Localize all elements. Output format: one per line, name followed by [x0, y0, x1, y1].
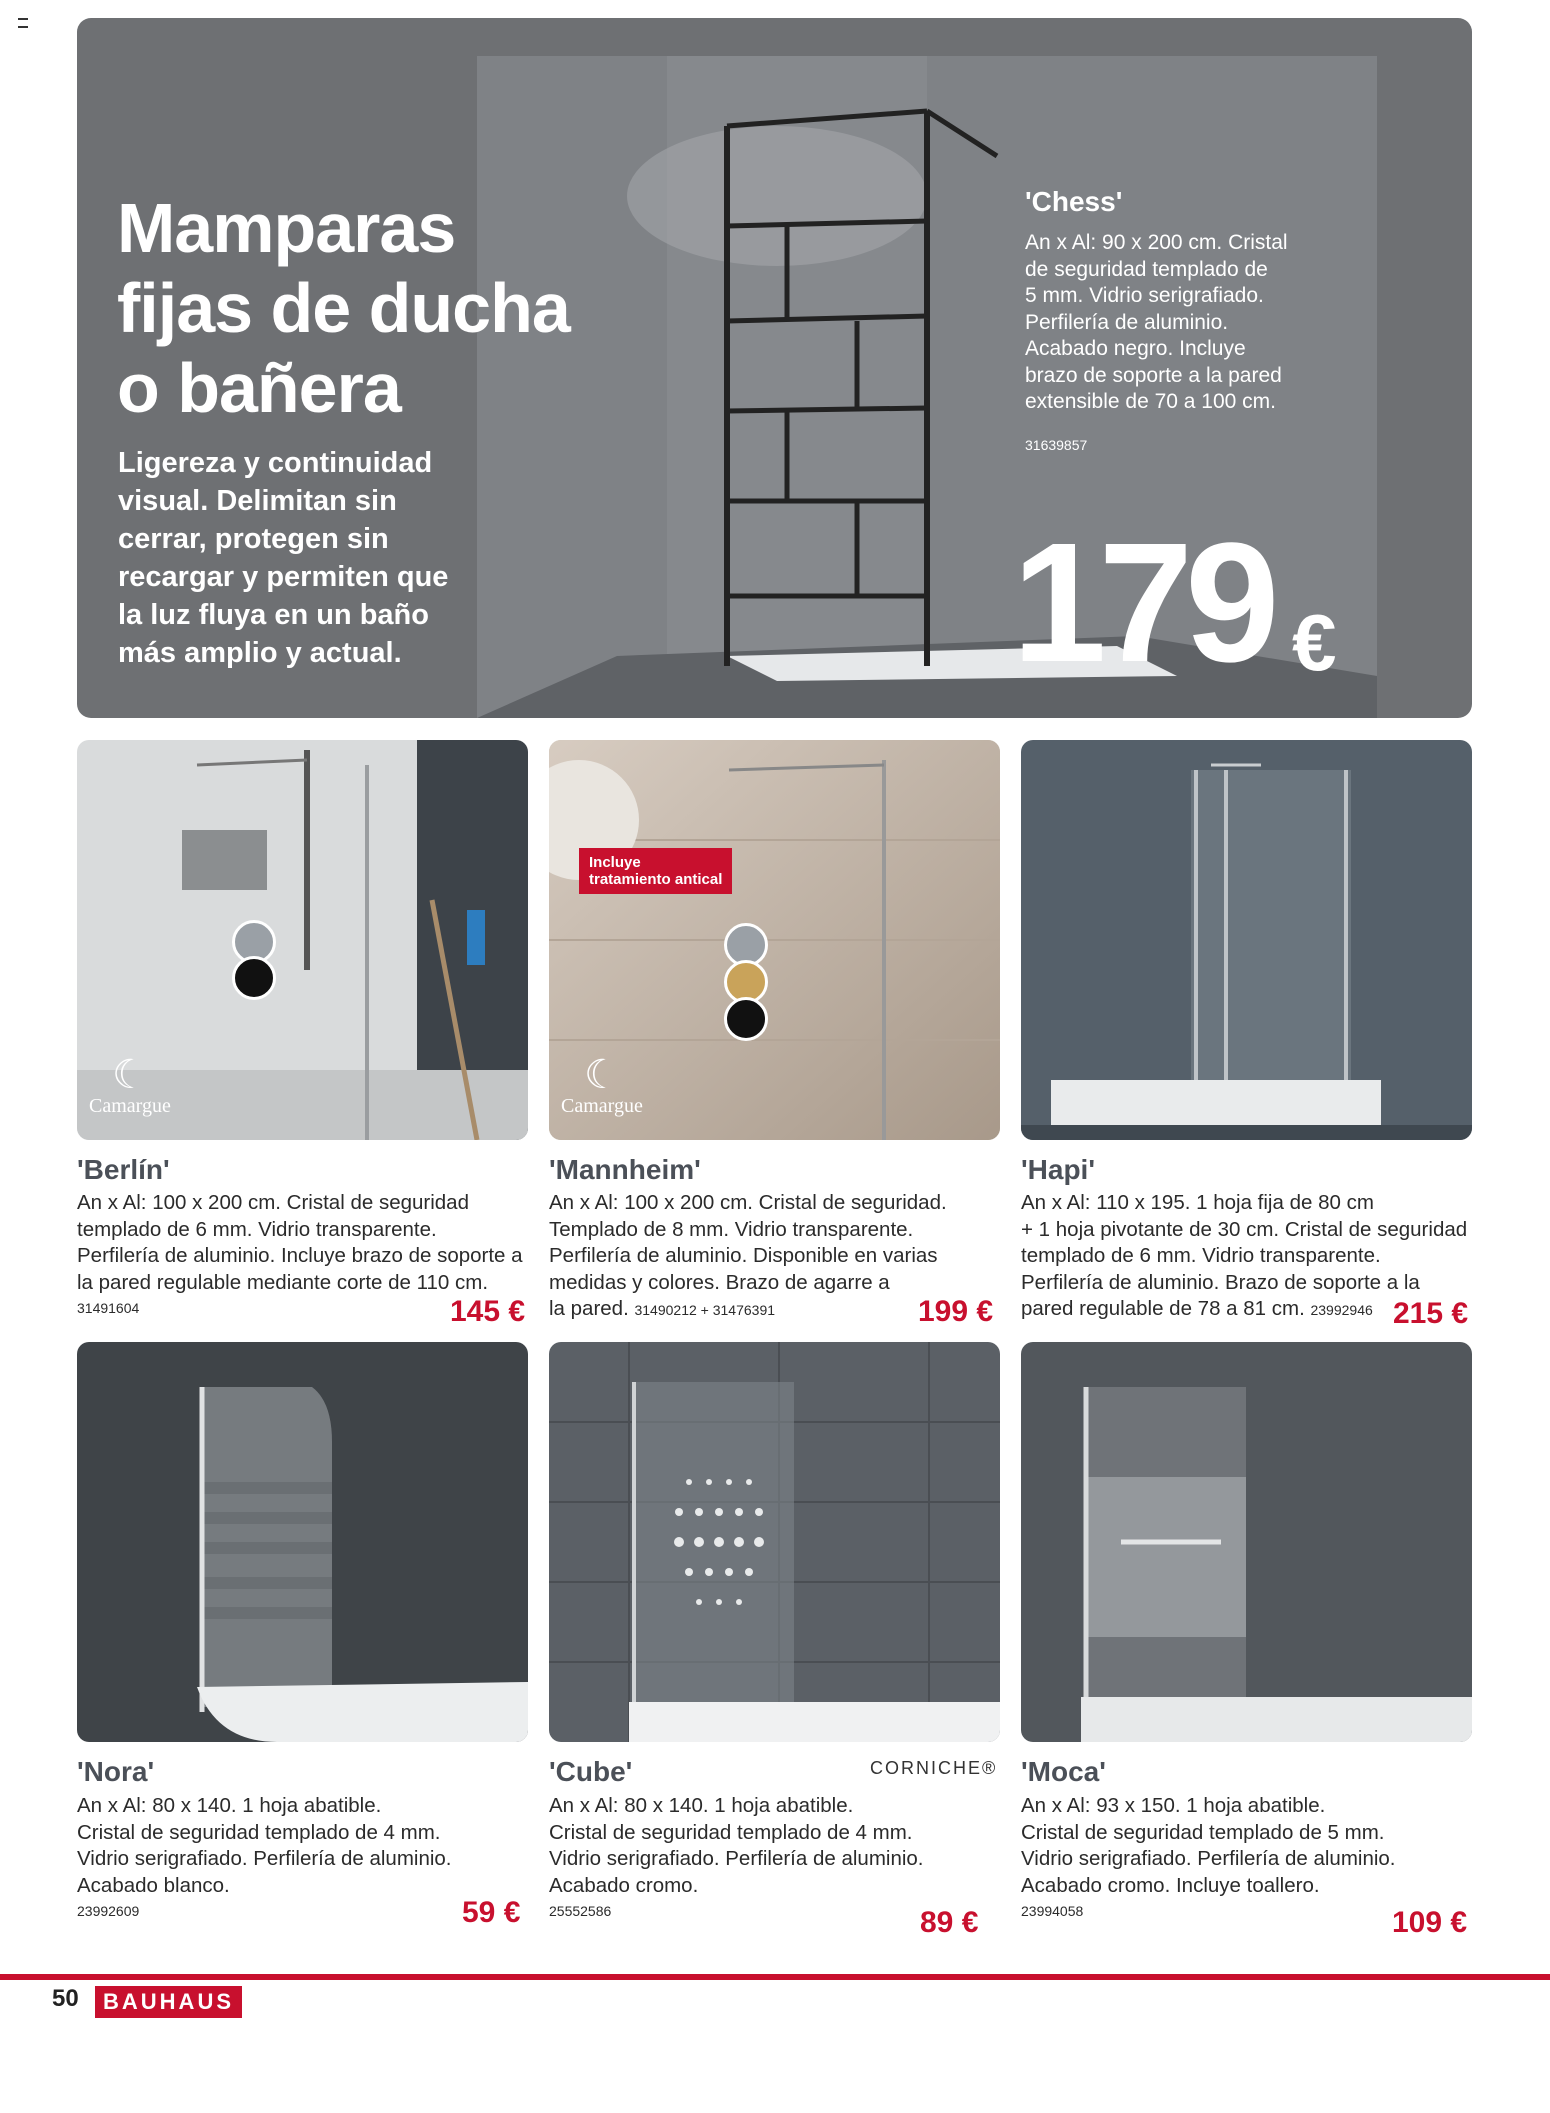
footer-rule [0, 1974, 1550, 1980]
cube-product-image [549, 1342, 1000, 1742]
hapi-desc-line: An x Al: 110 x 195. 1 hoja fija de 80 cm [1021, 1191, 1374, 1214]
moca-desc-line: An x Al: 93 x 150. 1 hoja abatible. [1021, 1794, 1326, 1817]
camargue-logo: ☾ Camargue [561, 1052, 643, 1117]
hapi-desc-line: pared regulable de 78 a 81 cm. [1021, 1297, 1305, 1320]
hero-desc-line: Perfilería de aluminio. [1025, 310, 1229, 334]
moca-price: 109 € [1392, 1906, 1468, 1939]
cube-name: 'Cube' [549, 1756, 633, 1787]
hero-desc-line: 5 mm. Vidrio serigrafiado. [1025, 284, 1264, 307]
hero-title-line: o bañera [117, 349, 401, 427]
nora-product-image [77, 1342, 528, 1742]
berlin-desc-line: Perfilería de aluminio. Incluye brazo de soporte a [77, 1244, 523, 1267]
mannheim-desc-line: la pared. [549, 1297, 629, 1320]
antical-badge-line: tratamiento antical [589, 871, 723, 888]
mannheim-name: 'Mannheim' [549, 1154, 701, 1185]
nora-code: 23992609 [77, 1903, 140, 1919]
hero-intro-line: cerrar, protegen sin [118, 523, 389, 555]
page-corner-mark [18, 18, 28, 28]
berlin-description [77, 1190, 523, 1296]
nora-desc-line: Cristal de seguridad templado de 4 mm. [77, 1820, 441, 1844]
berlin-code: 31491604 [77, 1300, 140, 1316]
hapi-product-image [1021, 740, 1472, 1140]
hapi-name: 'Hapi' [1021, 1154, 1095, 1185]
mannheim-desc-line: Templado de 8 mm. Vidrio transparente. [549, 1217, 914, 1241]
hero-intro-line: más amplio y actual. [118, 637, 402, 669]
cube-price: 89 € [920, 1906, 979, 1939]
berlin-desc-line: la pared regulable mediante corte de 110 cm. [77, 1270, 489, 1294]
hero-price: 179 [1012, 508, 1272, 698]
hapi-desc-line: + 1 hoja pivotante de 30 cm. Cristal de seguridad [1021, 1217, 1468, 1241]
hero-intro [118, 444, 498, 672]
nora-price: 59 € [462, 1896, 521, 1929]
hero-title-line: Mamparas [117, 189, 456, 267]
hero-intro-line: visual. Delimitan sin [118, 485, 397, 517]
cube-desc-line: Cristal de seguridad templado de 4 mm. [549, 1820, 913, 1844]
cube-desc-line: Vidrio serigrafiado. Perfilería de aluminio. [549, 1847, 924, 1870]
hero-banner [77, 18, 1472, 718]
moca-desc-line: Vidrio serigrafiado. Perfilería de aluminio. [1021, 1847, 1396, 1870]
nora-desc-line: Acabado blanco. [77, 1873, 230, 1897]
mannheim-product-image [549, 740, 1000, 1140]
hero-desc-line: de seguridad templado de [1025, 257, 1268, 281]
hero-product-description [1025, 230, 1315, 416]
hero-intro-line: la luz fluya en un baño [118, 599, 429, 631]
corniche-logo: CORNICHE® [870, 1758, 998, 1778]
mannheim-desc-line: medidas y colores. Brazo de agarre a [549, 1270, 890, 1294]
camargue-logo-text: Camargue [561, 1095, 643, 1117]
camargue-logo-text: Camargue [89, 1095, 171, 1117]
hero-intro-line: Ligereza y continuidad [118, 447, 433, 479]
mannheim-price: 199 € [918, 1295, 994, 1328]
hero-desc-line: extensible de 70 a 100 cm. [1025, 390, 1276, 413]
hapi-price: 215 € [1393, 1297, 1469, 1330]
berlin-desc-line: templado de 6 mm. Vidrio transparente. [77, 1217, 437, 1241]
hapi-desc-line: Perfilería de aluminio. Brazo de soporte a la [1021, 1270, 1420, 1294]
berlin-desc-line: An x Al: 100 x 200 cm. Cristal de seguridad [77, 1191, 469, 1214]
hero-intro-line: recargar y permiten que [118, 561, 449, 593]
cube-description [549, 1793, 924, 1899]
nora-desc-line: Vidrio serigrafiado. Perfilería de aluminio. [77, 1847, 452, 1870]
hapi-description [1021, 1190, 1467, 1296]
hapi-desc-line: templado de 6 mm. Vidrio transparente. [1021, 1244, 1381, 1267]
nora-name: 'Nora' [77, 1756, 155, 1787]
berlin-name: 'Berlín' [77, 1154, 170, 1185]
hero-desc-line: Acabado negro. Incluye [1025, 337, 1246, 360]
bauhaus-logo: BAUHAUS [95, 1986, 242, 2018]
moca-name: 'Moca' [1021, 1756, 1106, 1787]
antical-badge-line: Incluye [589, 854, 641, 871]
hero-price-currency: € [1292, 598, 1337, 687]
page-number: 50 [52, 1985, 79, 2012]
berlin-price: 145 € [450, 1295, 526, 1328]
cube-desc-line: Acabado cromo. [549, 1873, 699, 1897]
berlin-product-image [77, 740, 528, 1140]
antical-badge [579, 848, 732, 894]
color-swatch-black[interactable] [724, 997, 768, 1041]
hero-title-line: fijas de ducha [117, 269, 570, 347]
color-swatch-black[interactable] [232, 956, 276, 1000]
hero-title [117, 188, 570, 428]
mannheim-desc-line: An x Al: 100 x 200 cm. Cristal de seguridad. [549, 1191, 947, 1214]
mannheim-desc-line: Perfilería de aluminio. Disponible en varias [549, 1244, 938, 1267]
cube-desc-line: An x Al: 80 x 140. 1 hoja abatible. [549, 1794, 854, 1817]
cube-code: 25552586 [549, 1903, 612, 1919]
moca-description [1021, 1793, 1396, 1899]
hapi-code: 23992946 [1310, 1302, 1373, 1318]
hero-product-name: 'Chess' [1025, 186, 1123, 217]
hero-desc-line: An x Al: 90 x 200 cm. Cristal [1025, 231, 1288, 254]
moca-code: 23994058 [1021, 1903, 1084, 1919]
moca-product-image [1021, 1342, 1472, 1742]
nora-description [77, 1793, 452, 1899]
hapi-desc-last [1021, 1296, 1373, 1324]
hero-desc-line: brazo de soporte a la pared [1025, 363, 1282, 387]
moca-desc-line: Acabado cromo. Incluye toallero. [1021, 1873, 1320, 1897]
mannheim-desc-last [549, 1296, 775, 1324]
camargue-logo: ☾ Camargue [89, 1052, 171, 1117]
hero-product-code: 31639857 [1025, 437, 1088, 453]
mannheim-description [549, 1190, 947, 1296]
nora-desc-line: An x Al: 80 x 140. 1 hoja abatible. [77, 1794, 382, 1817]
mannheim-code: 31490212 + 31476391 [634, 1302, 776, 1318]
moca-desc-line: Cristal de seguridad templado de 5 mm. [1021, 1820, 1385, 1844]
